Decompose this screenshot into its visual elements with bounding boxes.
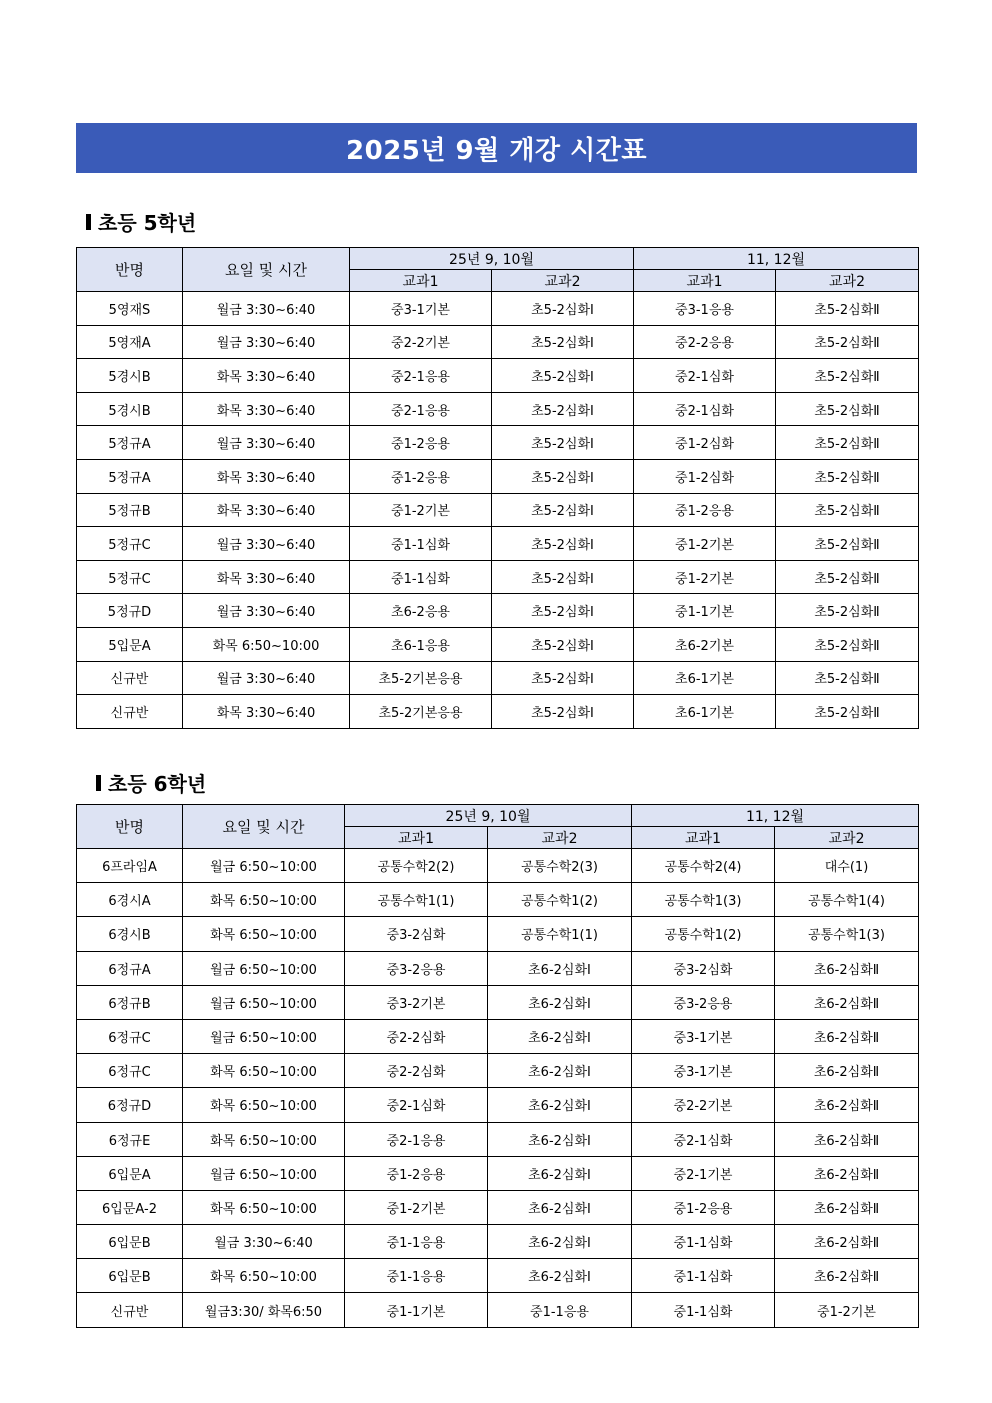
cell-period2-subject1: 초6-1기본 [634,661,776,695]
table-row [77,459,919,493]
cell-period2-subject1: 중2-1기본 [632,1156,775,1190]
cell-period1-subject2: 공통수학1(2) [488,883,632,917]
cell-period1-subject1: 중1-2응용 [350,426,492,460]
header-period-1: 25년 9, 10월 [345,805,632,827]
cell-period2-subject2: 초5-2심화Ⅱ [776,627,919,661]
cell-period2-subject2: 초5-2심화Ⅱ [776,527,919,561]
cell-class: 6입문B [77,1225,183,1259]
cell-time: 월금 6:50~10:00 [183,1019,345,1053]
cell-period1-subject1: 중3-2기본 [345,985,488,1019]
cell-period2-subject1: 중1-1심화 [632,1225,775,1259]
header-subject-1: 교과1 [634,270,776,292]
section-marker-icon [96,775,101,791]
cell-class: 5영재A [77,325,183,359]
cell-period1-subject2: 초6-2심화Ⅰ [488,1156,632,1190]
cell-class: 6정규E [77,1122,183,1156]
cell-period1-subject1: 중1-1응용 [345,1259,488,1293]
table-body [77,849,919,1328]
cell-period1-subject2: 초5-2심화Ⅰ [492,594,634,628]
cell-period2-subject1: 중3-1기본 [632,1019,775,1053]
cell-period1-subject2: 초6-2심화Ⅰ [488,1122,632,1156]
cell-time: 화목 6:50~10:00 [183,1259,345,1293]
section-title-text: 초등 5학년 [98,211,197,235]
table-row [77,325,919,359]
cell-period1-subject2: 초6-2심화Ⅰ [488,1190,632,1224]
cell-period2-subject1: 중1-2심화 [634,459,776,493]
table-row [77,560,919,594]
cell-period2-subject1: 공통수학2(4) [632,849,775,883]
cell-class: 신규반 [77,695,183,729]
cell-class: 6경시B [77,917,183,951]
cell-period2-subject2: 초5-2심화Ⅱ [776,359,919,393]
cell-time: 월금 6:50~10:00 [183,849,345,883]
cell-period2-subject2: 초5-2심화Ⅱ [776,292,919,326]
cell-class: 6입문B [77,1259,183,1293]
cell-period2-subject1: 중1-2응용 [634,493,776,527]
cell-period1-subject2: 초5-2심화Ⅰ [492,426,634,460]
cell-time: 월금 3:30~6:40 [183,426,350,460]
table-row [77,1225,919,1259]
cell-period1-subject2: 초6-2심화Ⅰ [488,985,632,1019]
cell-period2-subject1: 초6-2기본 [634,627,776,661]
table-row [77,1019,919,1053]
cell-period2-subject2: 초5-2심화Ⅱ [776,325,919,359]
section-title-text: 초등 6학년 [108,772,207,796]
cell-period1-subject2: 초5-2심화Ⅰ [492,359,634,393]
cell-period1-subject1: 중2-1응용 [345,1122,488,1156]
table-row [77,1259,919,1293]
cell-period2-subject2: 초6-2심화Ⅱ [775,1019,919,1053]
cell-period1-subject2: 초6-2심화Ⅰ [488,1225,632,1259]
cell-class: 6정규B [77,985,183,1019]
header-period-2: 11, 12월 [632,805,919,827]
cell-class: 5경시B [77,359,183,393]
cell-period2-subject2: 초5-2심화Ⅱ [776,426,919,460]
cell-period1-subject2: 초5-2심화Ⅰ [492,325,634,359]
cell-period1-subject1: 중2-1응용 [350,392,492,426]
cell-time: 화목 3:30~6:40 [183,392,350,426]
page-title: 2025년 9월 개강 시간표 [76,123,917,173]
table-row [77,627,919,661]
table-row [77,1293,919,1327]
header-subject-2: 교과2 [488,827,632,849]
cell-time: 화목 3:30~6:40 [183,695,350,729]
table-row [77,695,919,729]
cell-period1-subject1: 중1-2응용 [350,459,492,493]
table-row [77,359,919,393]
cell-period1-subject2: 초5-2심화Ⅰ [492,527,634,561]
cell-class: 신규반 [77,661,183,695]
cell-time: 화목 6:50~10:00 [183,1088,345,1122]
cell-period1-subject1: 중3-1기본 [350,292,492,326]
cell-period2-subject1: 중3-1기본 [632,1054,775,1088]
cell-period1-subject2: 초6-2심화Ⅰ [488,1054,632,1088]
cell-period1-subject2: 초5-2심화Ⅰ [492,292,634,326]
cell-class: 6입문A [77,1156,183,1190]
cell-period2-subject2: 공통수학1(4) [775,883,919,917]
cell-time: 화목 6:50~10:00 [183,883,345,917]
cell-period1-subject1: 초5-2기본응용 [350,695,492,729]
cell-class: 6정규A [77,951,183,985]
cell-class: 5영재S [77,292,183,326]
cell-period1-subject1: 중2-2심화 [345,1054,488,1088]
cell-class: 5정규C [77,560,183,594]
cell-period2-subject2: 공통수학1(3) [775,917,919,951]
cell-class: 5정규C [77,527,183,561]
cell-period1-subject1: 공통수학2(2) [345,849,488,883]
cell-period1-subject2: 공통수학2(3) [488,849,632,883]
header-subject-1: 교과1 [350,270,492,292]
cell-time: 화목 3:30~6:40 [183,359,350,393]
cell-period2-subject1: 중2-1심화 [632,1122,775,1156]
cell-period2-subject2: 초5-2심화Ⅱ [776,661,919,695]
cell-period2-subject1: 중3-2심화 [632,951,775,985]
cell-time: 월금 6:50~10:00 [183,1156,345,1190]
cell-class: 5정규A [77,459,183,493]
cell-time: 화목 6:50~10:00 [183,1054,345,1088]
cell-period1-subject2: 초5-2심화Ⅰ [492,661,634,695]
cell-period1-subject2: 초5-2심화Ⅰ [492,459,634,493]
cell-period1-subject1: 중2-1심화 [345,1088,488,1122]
table-row [77,1122,919,1156]
table-row [77,985,919,1019]
cell-time: 월금 3:30~6:40 [183,661,350,695]
cell-class: 5정규B [77,493,183,527]
cell-period1-subject2: 공통수학1(1) [488,917,632,951]
cell-period2-subject2: 초6-2심화Ⅱ [775,985,919,1019]
header-time: 요일 및 시간 [183,248,350,292]
cell-period2-subject2: 초5-2심화Ⅱ [776,493,919,527]
cell-class: 6정규D [77,1088,183,1122]
timetable-grade5 [76,247,919,729]
cell-period1-subject1: 초6-2응용 [350,594,492,628]
cell-period2-subject2: 초5-2심화Ⅱ [776,560,919,594]
cell-time: 월금3:30/ 화목6:50 [183,1293,345,1327]
cell-period1-subject2: 초5-2심화Ⅰ [492,392,634,426]
cell-time: 월금 6:50~10:00 [183,951,345,985]
cell-period1-subject1: 초5-2기본응용 [350,661,492,695]
cell-time: 월금 3:30~6:40 [183,325,350,359]
cell-class: 신규반 [77,1293,183,1327]
table-row [77,493,919,527]
cell-period1-subject2: 초6-2심화Ⅰ [488,1259,632,1293]
cell-period1-subject1: 중2-2심화 [345,1019,488,1053]
cell-period2-subject2: 초5-2심화Ⅱ [776,459,919,493]
header-subject-1: 교과1 [632,827,775,849]
cell-period2-subject1: 중1-2심화 [634,426,776,460]
cell-period1-subject1: 초6-1응용 [350,627,492,661]
cell-period2-subject1: 중1-2응용 [632,1190,775,1224]
cell-class: 5정규A [77,426,183,460]
cell-period2-subject1: 중3-1응용 [634,292,776,326]
header-time: 요일 및 시간 [183,805,345,849]
cell-time: 화목 6:50~10:00 [183,1122,345,1156]
cell-period2-subject2: 중1-2기본 [775,1293,919,1327]
cell-class: 6정규C [77,1019,183,1053]
cell-period2-subject2: 초6-2심화Ⅱ [775,1088,919,1122]
cell-period1-subject1: 중1-2기본 [350,493,492,527]
cell-period1-subject1: 중2-2기본 [350,325,492,359]
cell-class: 5입문A [77,627,183,661]
cell-period1-subject2: 초6-2심화Ⅰ [488,1088,632,1122]
table-row [77,951,919,985]
cell-period2-subject1: 중3-2응용 [632,985,775,1019]
cell-period2-subject2: 초6-2심화Ⅱ [775,1156,919,1190]
cell-period2-subject2: 초5-2심화Ⅱ [776,594,919,628]
table-row [77,594,919,628]
cell-period2-subject1: 중1-1기본 [634,594,776,628]
cell-class: 6프라임A [77,849,183,883]
cell-period2-subject2: 초5-2심화Ⅱ [776,392,919,426]
cell-period1-subject2: 초6-2심화Ⅰ [488,1019,632,1053]
table-row [77,849,919,883]
cell-time: 월금 3:30~6:40 [183,292,350,326]
table-row [77,1190,919,1224]
table-row [77,1088,919,1122]
header-period-1: 25년 9, 10월 [350,248,634,270]
table-row [77,917,919,951]
header-subject-2: 교과2 [492,270,634,292]
cell-time: 월금 3:30~6:40 [183,594,350,628]
cell-period2-subject2: 초6-2심화Ⅱ [775,1054,919,1088]
cell-period2-subject1: 중2-1심화 [634,359,776,393]
cell-period2-subject2: 초6-2심화Ⅱ [775,1225,919,1259]
cell-period2-subject1: 중1-2기본 [634,560,776,594]
cell-time: 월금 3:30~6:40 [183,1225,345,1259]
cell-period2-subject1: 중1-1심화 [632,1293,775,1327]
section-marker-icon [86,214,91,230]
cell-period1-subject2: 초5-2심화Ⅰ [492,560,634,594]
cell-period1-subject2: 초6-2심화Ⅰ [488,951,632,985]
cell-period2-subject1: 중2-2응용 [634,325,776,359]
cell-period1-subject2: 초5-2심화Ⅰ [492,493,634,527]
cell-time: 화목 3:30~6:40 [183,459,350,493]
header-subject-1: 교과1 [345,827,488,849]
cell-period2-subject2: 초6-2심화Ⅱ [775,1122,919,1156]
header-period-2: 11, 12월 [634,248,919,270]
cell-period2-subject1: 중2-1심화 [634,392,776,426]
cell-class: 6정규C [77,1054,183,1088]
cell-period2-subject1: 초6-1기본 [634,695,776,729]
cell-period2-subject1: 중1-1심화 [632,1259,775,1293]
cell-period1-subject1: 중3-2응용 [345,951,488,985]
cell-period2-subject2: 초6-2심화Ⅱ [775,1259,919,1293]
cell-time: 월금 3:30~6:40 [183,527,350,561]
cell-class: 6경시A [77,883,183,917]
cell-period2-subject2: 초6-2심화Ⅱ [775,1190,919,1224]
header-class: 반명 [77,248,183,292]
cell-period1-subject1: 공통수학1(1) [345,883,488,917]
table-row [77,661,919,695]
cell-period1-subject1: 중1-1심화 [350,560,492,594]
cell-time: 화목 6:50~10:00 [183,627,350,661]
cell-period2-subject2: 대수(1) [775,849,919,883]
cell-class: 6입문A-2 [77,1190,183,1224]
header-subject-2: 교과2 [775,827,919,849]
cell-period1-subject1: 중1-1기본 [345,1293,488,1327]
cell-time: 월금 6:50~10:00 [183,985,345,1019]
cell-class: 5정규D [77,594,183,628]
header-subject-2: 교과2 [776,270,919,292]
cell-period2-subject2: 초5-2심화Ⅱ [776,695,919,729]
cell-time: 화목 6:50~10:00 [183,917,345,951]
timetable-grade6 [76,804,919,1328]
cell-time: 화목 3:30~6:40 [183,560,350,594]
cell-period1-subject1: 중1-1심화 [350,527,492,561]
table-row [77,1054,919,1088]
section-title-grade6 [96,768,206,797]
table-row [77,883,919,917]
cell-time: 화목 3:30~6:40 [183,493,350,527]
cell-period1-subject2: 중1-1응용 [488,1293,632,1327]
cell-period2-subject2: 초6-2심화Ⅱ [775,951,919,985]
cell-period1-subject1: 중3-2심화 [345,917,488,951]
cell-period1-subject1: 중1-2기본 [345,1190,488,1224]
cell-time: 화목 6:50~10:00 [183,1190,345,1224]
header-class: 반명 [77,805,183,849]
cell-period2-subject1: 중1-2기본 [634,527,776,561]
cell-class: 5경시B [77,392,183,426]
table-row [77,392,919,426]
cell-period2-subject1: 공통수학1(3) [632,883,775,917]
cell-period1-subject1: 중1-1응용 [345,1225,488,1259]
cell-period2-subject1: 공통수학1(2) [632,917,775,951]
cell-period1-subject2: 초5-2심화Ⅰ [492,627,634,661]
cell-period2-subject1: 중2-2기본 [632,1088,775,1122]
section-title-grade5 [86,207,196,236]
table-row [77,426,919,460]
cell-period1-subject2: 초5-2심화Ⅰ [492,695,634,729]
cell-period1-subject1: 중1-2응용 [345,1156,488,1190]
table-body [77,292,919,729]
table-row [77,292,919,326]
cell-period1-subject1: 중2-1응용 [350,359,492,393]
table-row [77,527,919,561]
table-row [77,1156,919,1190]
